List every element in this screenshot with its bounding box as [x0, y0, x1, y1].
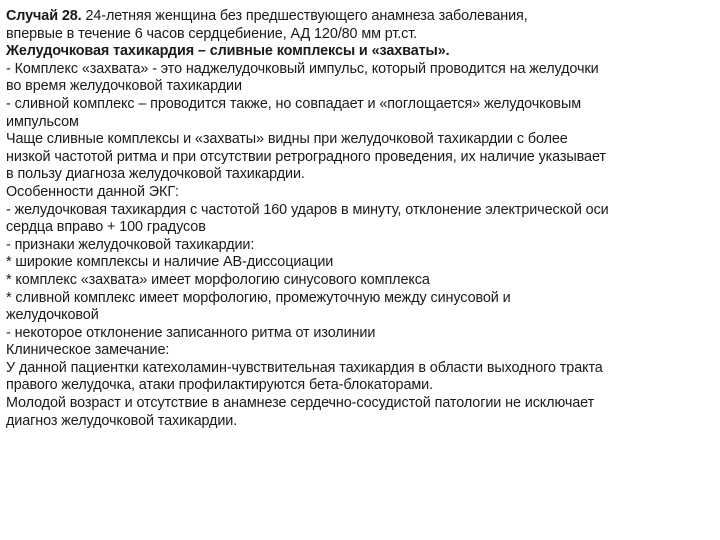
text-line: правого желудочка, атаки профилактируются бета-блокаторами. [6, 377, 433, 394]
text-line: низкой частотой ритма и при отсутствии ретроградного проведения, их наличие указывает [6, 148, 606, 165]
text-line: * широкие комплексы и наличие АВ-диссоциации [6, 254, 334, 271]
case-text-block [6, 8, 712, 430]
text-line: У данной пациентки катехоламин-чувствительная тахикардия в области выходного тракта [6, 359, 603, 376]
text-line: во время желудочковой тахикардии [6, 78, 242, 95]
text-line: Молодой возраст и отсутствие в анамнезе сердечно-сосудистой патологии не исключает [6, 395, 595, 412]
text-line: - сливной комплекс – проводится также, но совпадает и «поглощается» желудочковым [6, 95, 582, 112]
text-line: * комплекс «захвата» имеет морфологию синусового комплекса [6, 271, 430, 288]
text-line: импульсом [6, 113, 79, 130]
text-line: - Комплекс «захвата» - это наджелудочковый импульс, который проводится на желудочки [6, 60, 599, 77]
text-line: - желудочковая тахикардия с частотой 160 ударов в минуту, отклонение электрической оси [6, 201, 609, 218]
text-line: Особенности данной ЭКГ: [6, 183, 179, 200]
text-line: - признаки желудочковой тахикардии: [6, 236, 255, 253]
text-line: Чаще сливные комплексы и «захваты» видны при желудочковой тахикардии с более [6, 131, 568, 148]
section-heading: Желудочковая тахикардия – сливные комплексы и «захваты». [6, 43, 450, 60]
case-intro-line [6, 8, 712, 26]
text-line: желудочковой [6, 307, 99, 324]
text-line: впервые в течение 6 часов сердцебиение, АД 120/80 мм рт.ст. [6, 25, 418, 42]
text-line: в пользу диагноза желудочковой тахикардии. [6, 166, 305, 183]
text-line: - некоторое отклонение записанного ритма от изолинии [6, 324, 376, 341]
case-title: Случай 28. [6, 8, 82, 24]
text-line: Клиническое замечание: [6, 342, 170, 359]
text-line: 24-летняя женщина без предшествующего анамнеза заболевания, [85, 8, 528, 24]
text-line: * сливной комплекс имеет морфологию, промежуточную между синусовой и [6, 289, 511, 306]
text-line: диагноз желудочковой тахикардии. [6, 412, 238, 429]
text-line: сердца вправо + 100 градусов [6, 219, 206, 236]
